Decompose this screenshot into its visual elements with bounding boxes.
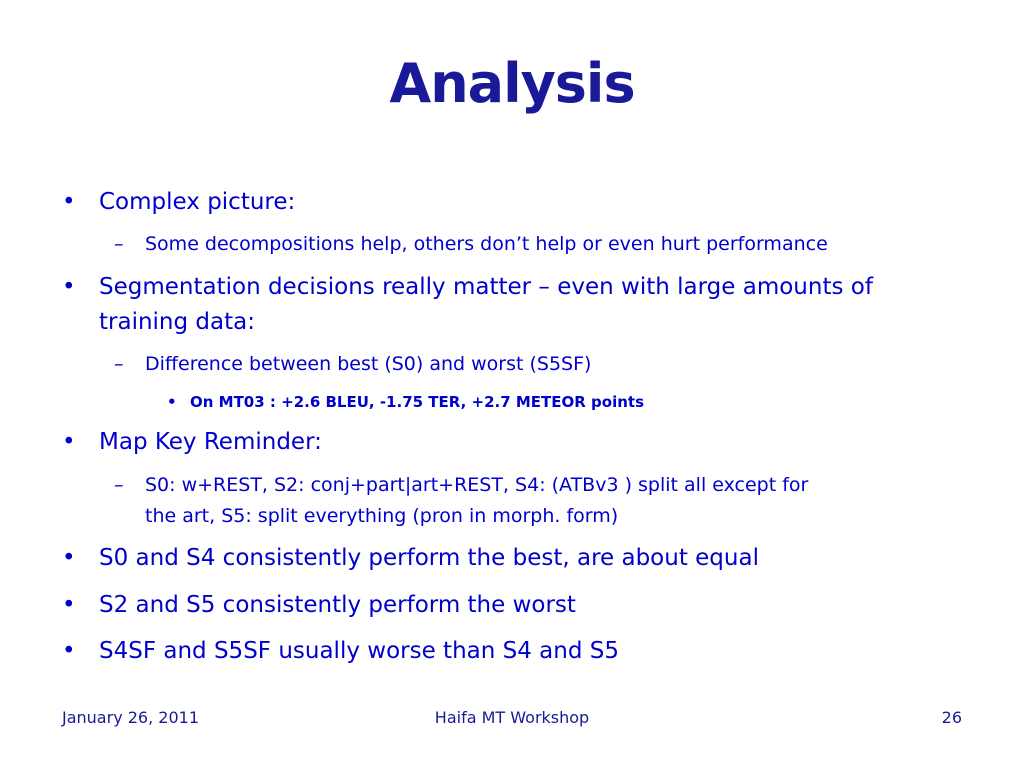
- bullet-marker: •: [62, 592, 76, 618]
- sub-sub-bullet-text: On MT03 : +2.6 BLEU, -1.75 TER, +2.7 METEOR points: [190, 393, 645, 411]
- sub-bullet-marker: –: [114, 353, 124, 375]
- sub-bullet-text-line-2: the art, S5: split everything (pron in morph. form): [145, 505, 619, 527]
- bullet-marker: •: [62, 545, 76, 571]
- sub-bullet-marker: –: [114, 233, 124, 255]
- bullet-text: S4SF and S5SF usually worse than S4 and S5: [99, 638, 619, 664]
- footer-date: January 26, 2011: [62, 708, 199, 727]
- footer-page-number: 26: [941, 708, 962, 727]
- sub-bullet-text-line-1: S0: w+REST, S2: conj+part|art+REST, S4: (ATBv3 ) split all except for: [145, 474, 809, 496]
- bullet-text: S0 and S4 consistently perform the best, are about equal: [99, 545, 759, 571]
- slide-title: Analysis: [389, 52, 635, 115]
- bullet-marker: •: [62, 189, 76, 215]
- bullet-text-line-1: Segmentation decisions really matter – even with large amounts of: [99, 274, 873, 300]
- sub-bullet-text: Some decompositions help, others don’t help or even hurt performance: [145, 233, 828, 255]
- bullet-text: Map Key Reminder:: [99, 429, 322, 455]
- sub-bullet-marker: –: [114, 474, 124, 496]
- bullet-marker: •: [62, 429, 76, 455]
- bullet-marker: •: [62, 274, 76, 300]
- bullet-text: Complex picture:: [99, 189, 296, 215]
- footer-event: Haifa MT Workshop: [434, 708, 590, 727]
- sub-sub-bullet-marker: •: [167, 393, 177, 411]
- bullet-marker: •: [62, 638, 76, 664]
- bullet-text-line-2: training data:: [99, 309, 255, 335]
- sub-bullet-text: Difference between best (S0) and worst (S5SF): [145, 353, 592, 375]
- bullet-text: S2 and S5 consistently perform the worst: [99, 592, 576, 618]
